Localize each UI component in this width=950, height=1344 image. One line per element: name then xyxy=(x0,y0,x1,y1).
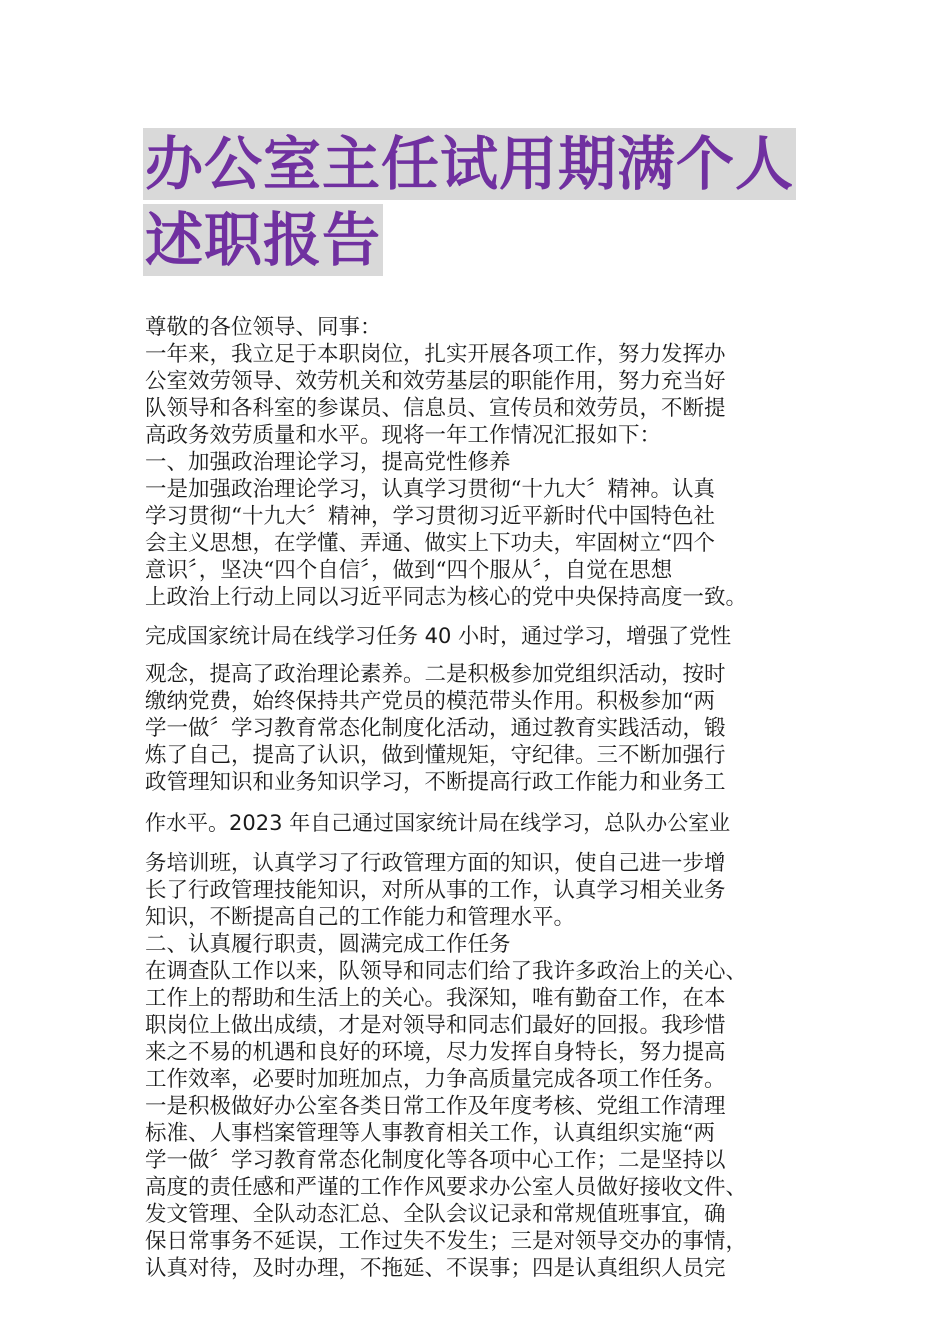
body-line: 长了行政管理技能知识，对所从事的工作，认真学习相关业务 xyxy=(145,878,726,903)
body-line: 完成国家统计局在线学习任务 40 小时，通过学习，增强了党性 xyxy=(145,624,732,648)
section-heading: 二、认真履行职责，圆满完成工作任务 xyxy=(145,932,511,957)
body-line: 一是积极做好办公室各类日常工作及年度考核、党组工作清理 xyxy=(145,1094,726,1119)
body-line: 务培训班，认真学习了行政管理方面的知识，使自己进一步增 xyxy=(145,851,726,876)
body-line: 在调查队工作以来，队领导和同志们给了我许多政治上的关心、 xyxy=(145,959,748,984)
body-line: 公室效劳领导、效劳机关和效劳基层的职能作用，努力充当好 xyxy=(145,369,726,394)
body-line: 作水平。2023 年自己通过国家统计局在线学习，总队办公室业 xyxy=(145,811,731,835)
body-line: 学习贯彻“十九大〞精神，学习贯彻习近平新时代中国特色社 xyxy=(145,504,715,529)
body-line: 缴纳党费，始终保持共产党员的模范带头作用。积极参加“两 xyxy=(145,689,715,714)
body-line: 会主义思想，在学懂、弄通、做实上下功夫，牢固树立“四个 xyxy=(145,531,715,556)
body-line: 一年来，我立足于本职岗位，扎实开展各项工作，努力发挥办 xyxy=(145,342,726,367)
body-line: 高度的责任感和严谨的工作作风要求办公室人员做好接收文件、 xyxy=(145,1175,748,1200)
body-line: 标准、人事档案管理等人事教育相关工作，认真组织实施“两 xyxy=(145,1121,715,1146)
body-line: 学一做〞学习教育常态化制度化等各项中心工作；二是坚持以 xyxy=(145,1148,726,1173)
body-line: 认真对待，及时办理，不拖延、不误事；四是认真组织人员完 xyxy=(145,1256,726,1281)
salutation: 尊敬的各位领导、同事： xyxy=(145,315,382,340)
title-line-2: 述职报告 xyxy=(145,206,382,274)
body-line: 知识，不断提高自己的工作能力和管理水平。 xyxy=(145,905,576,930)
document-title xyxy=(143,128,823,276)
body-line: 工作上的帮助和生活上的关心。我深知，唯有勤奋工作，在本 xyxy=(145,986,726,1011)
body-line: 上政治上行动上同以习近平同志为核心的党中央保持高度一致。 xyxy=(145,585,748,610)
body-line: 发文管理、全队动态汇总、全队会议记录和常规值班事宜，确 xyxy=(145,1202,726,1227)
section-heading: 一、加强政治理论学习，提高党性修养 xyxy=(145,450,511,475)
body-line: 炼了自己，提高了认识，做到懂规矩，守纪律。三不断加强行 xyxy=(145,743,726,768)
body-line: 意识〞，坚决“四个自信〞，做到“四个服从〞，自觉在思想 xyxy=(145,558,673,583)
body-line: 队领导和各科室的参谋员、信息员、宣传员和效劳员，不断提 xyxy=(145,396,726,421)
body-line: 观念，提高了政治理论素养。二是积极参加党组织活动，按时 xyxy=(145,662,726,687)
body-line: 高政务效劳质量和水平。现将一年工作情况汇报如下： xyxy=(145,423,662,448)
body-line: 职岗位上做出成绩，才是对领导和同志们最好的回报。我珍惜 xyxy=(145,1013,726,1038)
body-line: 来之不易的机遇和良好的环境，尽力发挥自身特长，努力提高 xyxy=(145,1040,726,1065)
document-body xyxy=(145,314,835,1282)
body-line: 工作效率，必要时加班加点，力争高质量完成各项工作任务。 xyxy=(145,1067,726,1092)
body-line: 一是加强政治理论学习，认真学习贯彻“十九大〞精神。认真 xyxy=(145,477,715,502)
body-line: 保日常事务不延误，工作过失不发生；三是对领导交办的事情， xyxy=(145,1229,748,1254)
body-line: 政管理知识和业务知识学习，不断提高行政工作能力和业务工 xyxy=(145,770,726,795)
body-line: 学一做〞学习教育常态化制度化活动，通过教育实践活动，锻 xyxy=(145,716,726,741)
title-line-1: 办公室主任试用期满个人 xyxy=(145,130,795,198)
